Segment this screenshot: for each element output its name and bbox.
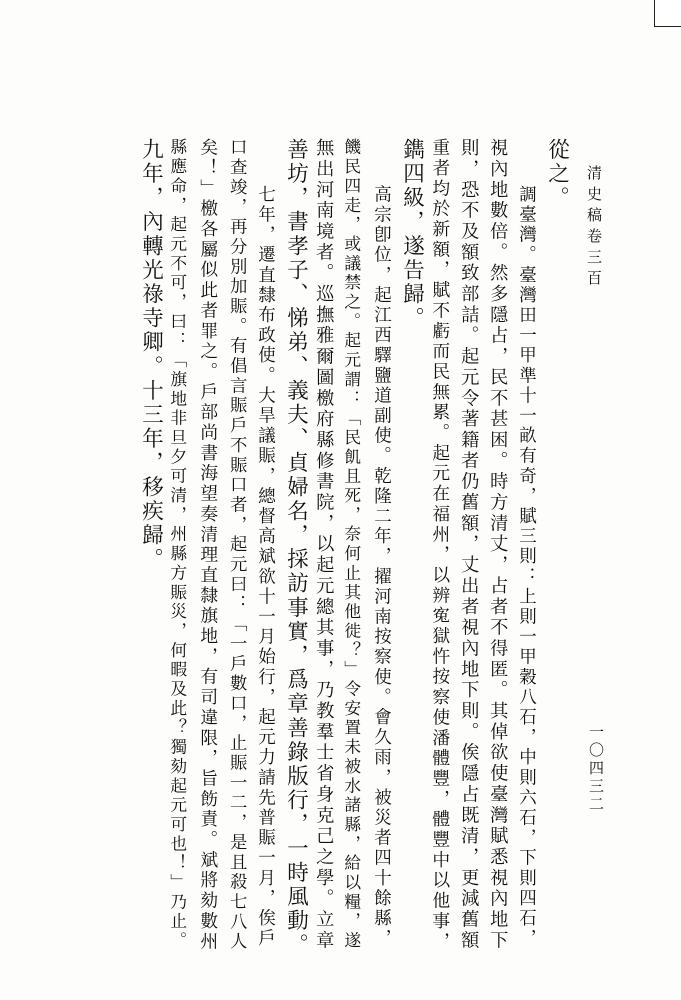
text-column: 饑民四走，或議禁之。起元謂：「民飢且死，奈何止其他徙？」令安置未被水諸縣，給以糧，遂 <box>341 138 362 951</box>
text-column: 重者均於新額，賦不虧而民無累。起元在福州，以辨寃獄忤按察使潘體豐，體豐中以他事， <box>429 138 450 952</box>
running-header-title: 清史稿卷三百 <box>585 165 603 291</box>
text-column: 矣！」檄各屬似此者罪之。戶部尚書海望奏清理直隸旗地，有司違限，旨飭責。斌將劾數州 <box>197 138 218 952</box>
page-number: 一〇四三二 <box>587 724 605 814</box>
text-column: 從之。 <box>544 138 570 211</box>
text-column: 鐫四級，遂告歸。 <box>399 138 425 331</box>
text-column: 善坊，書孝子、悌弟、義夫、貞婦名，採訪事實，爲章善錄版行，一時風動。 <box>283 138 309 958</box>
page-corner-mark <box>654 0 681 27</box>
text-column: 高宗卽位，起江西驛鹽道副使。乾隆二年，擢河南按察使。會久雨，被災者四十餘縣， <box>371 185 392 949</box>
text-column: 口查竣，再分別加賑。有倡言賑戶不賑口者，起元曰：「一戶數口，止賑一二，是且殺七八人 <box>226 138 247 952</box>
text-column: 縣應命，起元不可，曰：「旗地非旦夕可清，州縣方賑災，何暇及此？獨劾起元可也！」乃止。 <box>167 138 188 951</box>
text-column: 調臺灣。臺灣田一甲準十一畝有奇，賦三則：上則一甲穀八石，中則六石，下則四石， <box>516 185 537 949</box>
text-column: 無出河南境者。巡撫雅爾圖檄府縣修書院，以起元總其事，乃教羣士省身克己之學。立章 <box>313 138 335 952</box>
text-column: 則，恐不及額致部詰。起元令著籍者仍舊額，丈出者視內地下則。俟隱占既清，更減舊額 <box>458 138 480 952</box>
text-column: 視內地數倍。然多隱占，民不甚困。時方清丈，占者不得匿。其倬欲使臺灣賦悉視內地下 <box>487 138 509 952</box>
text-column: 七年，遷直隸布政使。大旱議賑，總督高斌欲十一月始行，起元力請先普賑一月，俟戶 <box>255 185 276 949</box>
text-column: 九年，內轉光祿寺卿。十三年，移疾歸。 <box>138 138 164 572</box>
